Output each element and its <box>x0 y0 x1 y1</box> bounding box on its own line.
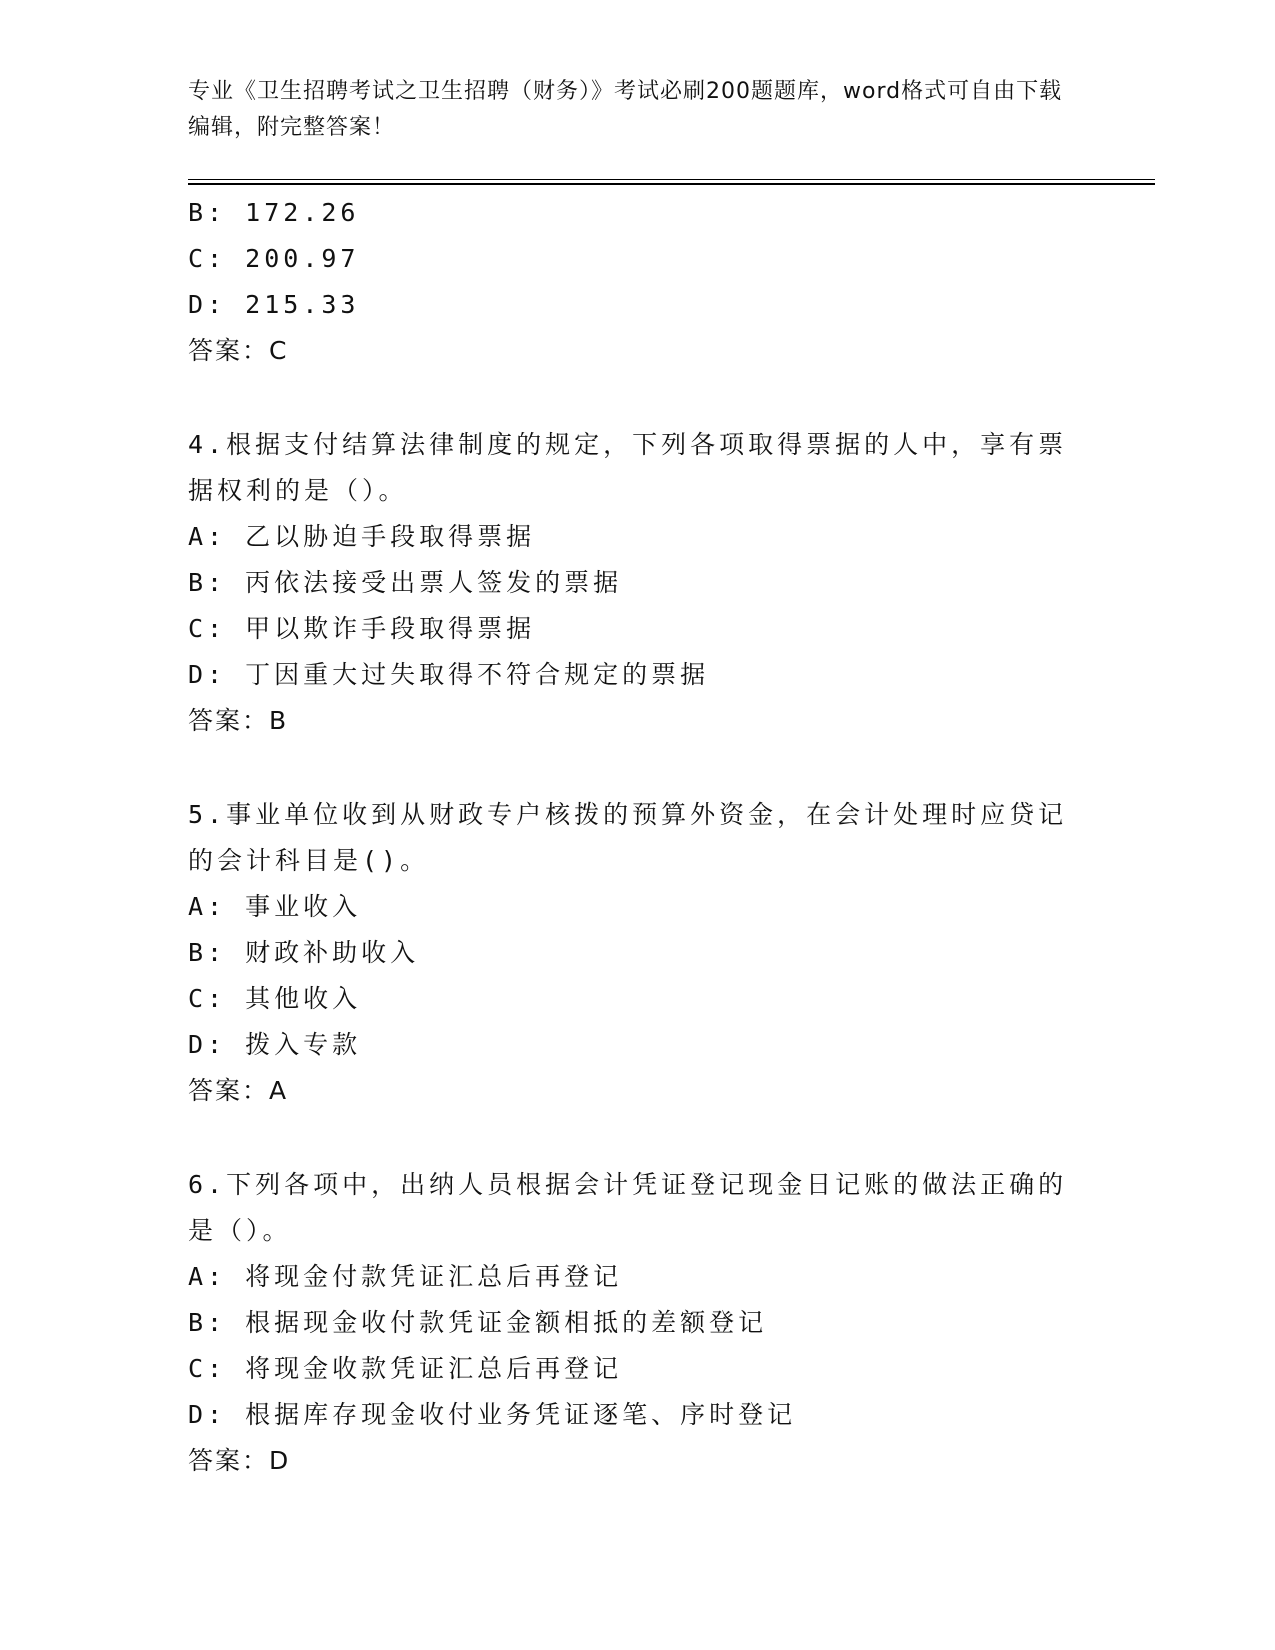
page-header: 专业《卫生招聘考试之卫生招聘（财务）》考试必刷200题题库，word格式可自由下载编辑，附完整答案！ <box>188 79 1063 140</box>
option-a: A: 事业收入 <box>188 892 362 921</box>
question-text-cont: 据权利的是（）。 <box>188 476 408 505</box>
header-divider-thin <box>188 179 1155 180</box>
question-text-cont: 是（）。 <box>188 1216 292 1245</box>
option-c: C: 将现金收款凭证汇总后再登记 <box>188 1354 623 1383</box>
previous-question-tail <box>188 190 1068 374</box>
answer-line: 答案：C <box>188 336 289 365</box>
option-c: C: 其他收入 <box>188 984 362 1013</box>
option-b: B: 丙依法接受出票人签发的票据 <box>188 568 623 597</box>
question-text: 4.根据支付结算法律制度的规定，下列各项取得票据的人中，享有票 <box>188 430 1068 459</box>
option-b: B: 根据现金收付款凭证金额相抵的差额登记 <box>188 1308 768 1337</box>
question-text: 5.事业单位收到从财政专户核拨的预算外资金，在会计处理时应贷记 <box>188 800 1068 829</box>
answer-line: 答案：A <box>188 1076 289 1105</box>
answer-line: 答案：D <box>188 1446 291 1475</box>
option-a: A: 将现金付款凭证汇总后再登记 <box>188 1262 623 1291</box>
option-d: D: 215.33 <box>188 290 360 319</box>
header-divider-thick <box>188 183 1155 185</box>
question-text: 6.下列各项中，出纳人员根据会计凭证登记现金日记账的做法正确的 <box>188 1170 1068 1199</box>
question-4 <box>188 422 1068 744</box>
option-c: C: 200.97 <box>188 244 360 273</box>
option-a: A: 乙以胁迫手段取得票据 <box>188 522 536 551</box>
answer-line: 答案：B <box>188 706 289 735</box>
question-6 <box>188 1162 1068 1484</box>
option-c: C: 甲以欺诈手段取得票据 <box>188 614 536 643</box>
option-d: D: 丁因重大过失取得不符合规定的票据 <box>188 660 710 689</box>
option-b: B: 172.26 <box>188 198 360 227</box>
question-content <box>188 190 1068 1484</box>
option-b: B: 财政补助收入 <box>188 938 420 967</box>
question-5 <box>188 792 1068 1114</box>
question-text-cont: 的会计科目是()。 <box>188 846 430 875</box>
option-d: D: 根据库存现金收付业务凭证逐笔、序时登记 <box>188 1400 797 1429</box>
option-d: D: 拨入专款 <box>188 1030 362 1059</box>
